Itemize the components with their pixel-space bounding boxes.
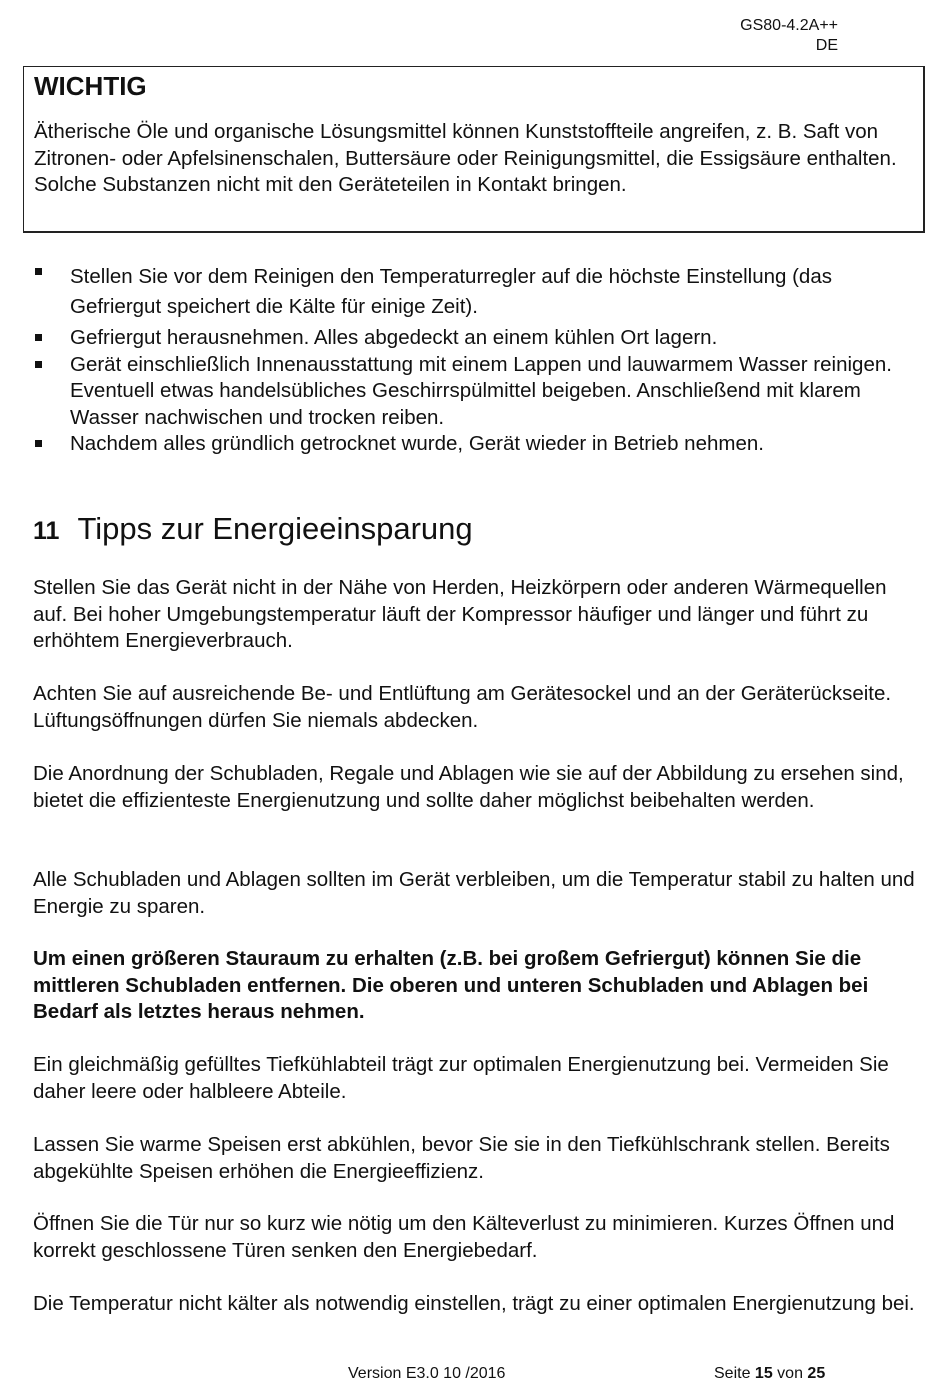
paragraph: Alle Schubladen und Ablagen sollten im Gerät verbleiben, um die Temperatur stabil zu halten und Energie zu sparen.: [33, 868, 915, 918]
section-number: 11: [33, 517, 60, 545]
list-item: [33, 325, 913, 352]
model-code: GS80-4.2A++: [740, 17, 838, 34]
language-code: DE: [815, 37, 838, 54]
warning-box: [23, 66, 925, 233]
paragraph: Achten Sie auf ausreichende Be- und Entlüftung am Gerätesockel und an der Geräterückseite. Lüftungsöffnungen dürfen Sie niemals abdecken.: [33, 682, 892, 732]
paragraph: Lassen Sie warme Speisen erst abkühlen, bevor Sie sie in den Tiefkühlschrank stellen. Bereits abgekühlte Speisen erhöhen die Energieeffizienz.: [33, 1133, 890, 1183]
warning-text: Ätherische Öle und organische Lösungsmittel können Kunststoffteile angreifen, z. B. Saft von Zitronen- oder Apfelsinenschalen, Buttersäure oder Reinigungsmittel, die Essigsäure enthalten. Solche Substanzen nicht mit den Geräteteilen in Kontakt bringen.: [34, 120, 897, 196]
page-prefix: Seite: [714, 1365, 751, 1382]
paragraph: Stellen Sie das Gerät nicht in der Nähe von Herden, Heizkörpern oder anderen Wärmequellen auf. Bei hoher Umgebungstemperatur läuft der Kompressor häufiger und länger und führt zu erhöhtem Energieverbrauch.: [33, 576, 887, 652]
section-title: Tipps zur Energieeinsparung: [77, 511, 473, 546]
paragraph: Die Anordnung der Schubladen, Regale und Ablagen wie sie auf der Abbildung zu ersehen sind, bietet die effizienteste Energienutzung und sollte daher möglichst beibehalten werden.: [33, 762, 904, 812]
page-separator: von: [777, 1365, 803, 1382]
warning-title: WICHTIG: [34, 71, 147, 101]
list-item-text: Nachdem alles gründlich getrocknet wurde, Gerät wieder in Betrieb nehmen.: [70, 432, 764, 455]
list-item: [33, 352, 913, 432]
bullet-square-icon: [35, 268, 42, 275]
bullet-square-icon: [35, 334, 42, 341]
footer-version: Version E3.0 10 /2016: [348, 1365, 506, 1382]
list-item: [33, 431, 913, 458]
page-total: 25: [807, 1365, 826, 1382]
paragraph: Die Temperatur nicht kälter als notwendig einstellen, trägt zu einer optimalen Energienutzung bei.: [33, 1292, 915, 1315]
list-item-text: Stellen Sie vor dem Reinigen den Temperaturregler auf die höchste Einstellung (das Gefriergut speichert die Kälte für einige Zeit).: [70, 265, 832, 318]
page-current: 15: [754, 1365, 773, 1382]
section-heading: [33, 509, 473, 551]
paragraph: Ein gleichmäßig gefülltes Tiefkühlabteil trägt zur optimalen Energienutzung bei. Vermeiden Sie daher leere oder halbleere Abteile.: [33, 1053, 889, 1103]
bold-paragraph: Um einen größeren Stauraum zu erhalten (z.B. bei großem Gefriergut) können Sie die mittleren Schubladen entfernen. Die oberen und unteren Schubladen und Ablagen bei Bedarf als letztes heraus nehmen.: [33, 947, 869, 1023]
list-item-text: Gefriergut herausnehmen. Alles abgedeckt an einem kühlen Ort lagern.: [70, 326, 718, 349]
bullet-square-icon: [35, 440, 42, 447]
page-header: [740, 16, 838, 56]
list-item-text: Gerät einschließlich Innenausstattung mit einem Lappen und lauwarmem Wasser reinigen. Eventuell etwas handelsübliches Geschirrspülmittel beigeben. Anschließend mit klarem Wasser nachwischen und trocken reiben.: [70, 352, 892, 429]
footer-page-number: [714, 1364, 825, 1384]
list-item: [33, 262, 913, 322]
bullet-square-icon: [35, 361, 42, 368]
paragraph: Öffnen Sie die Tür nur so kurz wie nötig um den Kälteverlust zu minimieren. Kurzes Öffnen und korrekt geschlossene Türen senken den Energiebedarf.: [33, 1212, 895, 1262]
cleaning-steps-list: [33, 262, 913, 458]
